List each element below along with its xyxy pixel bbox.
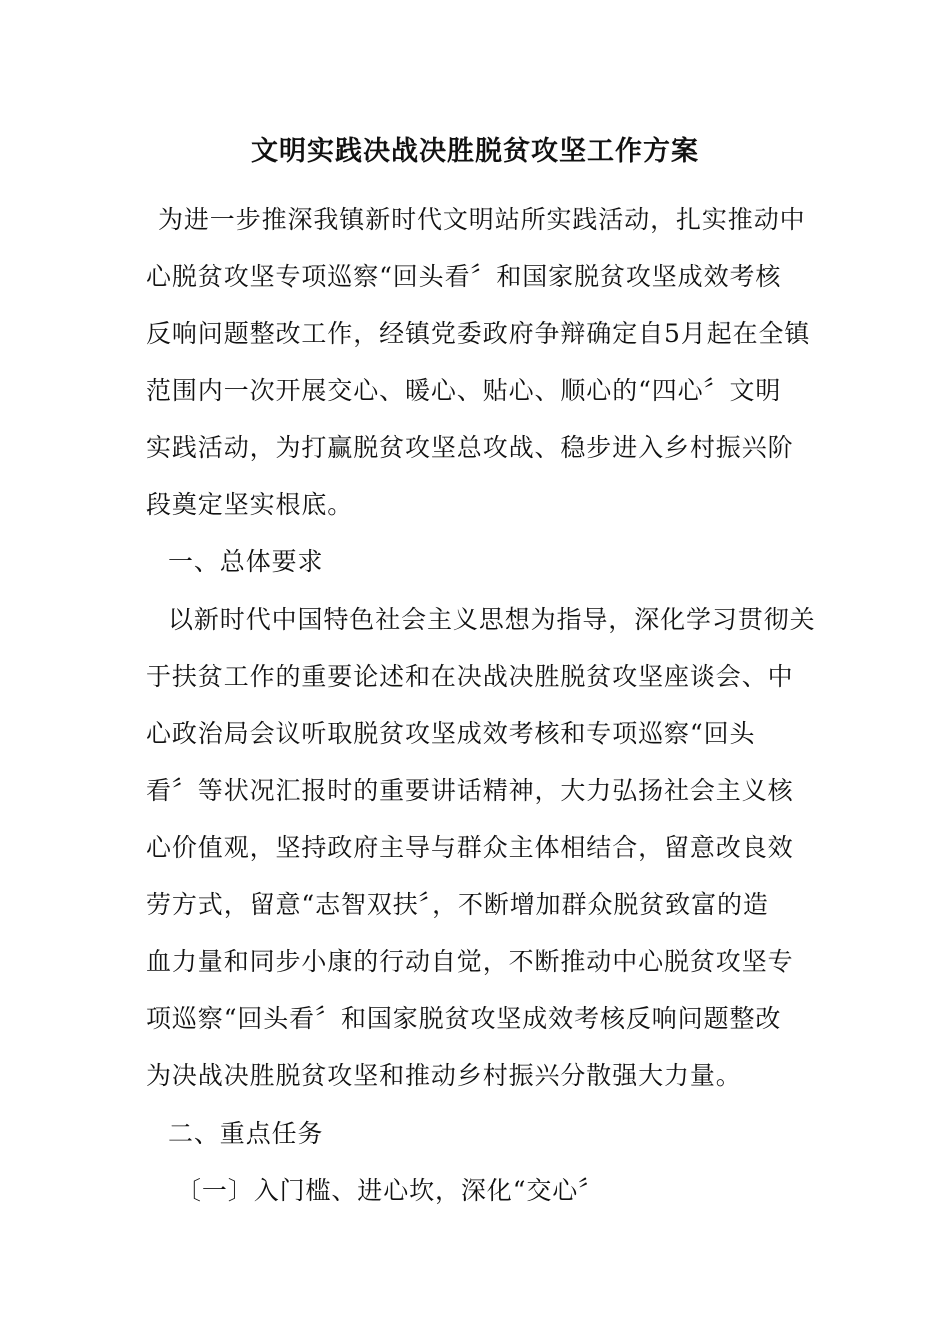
paragraph-line: 实践活动，为打赢脱贫攻坚总攻战、稳步进入乡村振兴阶 bbox=[146, 433, 794, 462]
section-heading: 二、重点任务 bbox=[168, 1119, 324, 1148]
paragraph-line: 看〞等状况汇报时的重要讲话精神，大力弘扬社会主义核 bbox=[146, 776, 794, 805]
paragraph-line: 以新时代中国特色社会主义思想为指导，深化学习贯彻关 bbox=[168, 605, 816, 634]
paragraph-line: 段奠定坚实根底。 bbox=[146, 490, 354, 519]
paragraph-line: 为决战决胜脱贫攻坚和推动乡村振兴分散强大力量。 bbox=[146, 1061, 742, 1090]
paragraph-line: 为进一步推深我镇新时代文明站所实践活动，扎实推动中 bbox=[158, 205, 806, 234]
paragraph-line: 于扶贫工作的重要论述和在决战决胜脱贫攻坚座谈会、中 bbox=[146, 662, 794, 691]
paragraph-line: 劳方式，留意“志智双扶〞，不断增加群众脱贫致富的造 bbox=[146, 890, 769, 919]
document-title: 文明实践决战决胜脱贫攻坚工作方案 bbox=[251, 136, 699, 167]
paragraph-line: 心价值观，坚持政府主导与群众主体相结合，留意改良效 bbox=[146, 833, 794, 862]
paragraph-line: 项巡察“回头看〞和国家脱贫攻坚成效考核反响问题整改 bbox=[146, 1004, 782, 1033]
paragraph-line: 血力量和同步小康的行动自觉，不断推动中心脱贫攻坚专 bbox=[146, 947, 794, 976]
paragraph-line: 反响问题整改工作，经镇党委政府争辩确定自5月起在全镇 bbox=[146, 319, 811, 348]
paragraph-line: 心脱贫攻坚专项巡察“回头看〞和国家脱贫攻坚成效考核 bbox=[146, 262, 782, 291]
subsection-heading: 〔一〕入门槛、进心坎，深化“交心〞 bbox=[176, 1176, 605, 1205]
paragraph-line: 心政治局会议听取脱贫攻坚成效考核和专项巡察“回头 bbox=[146, 719, 756, 748]
section-heading: 一、总体要求 bbox=[168, 547, 324, 576]
paragraph-line: 范围内一次开展交心、暖心、贴心、顺心的“四心〞文明 bbox=[146, 376, 782, 405]
